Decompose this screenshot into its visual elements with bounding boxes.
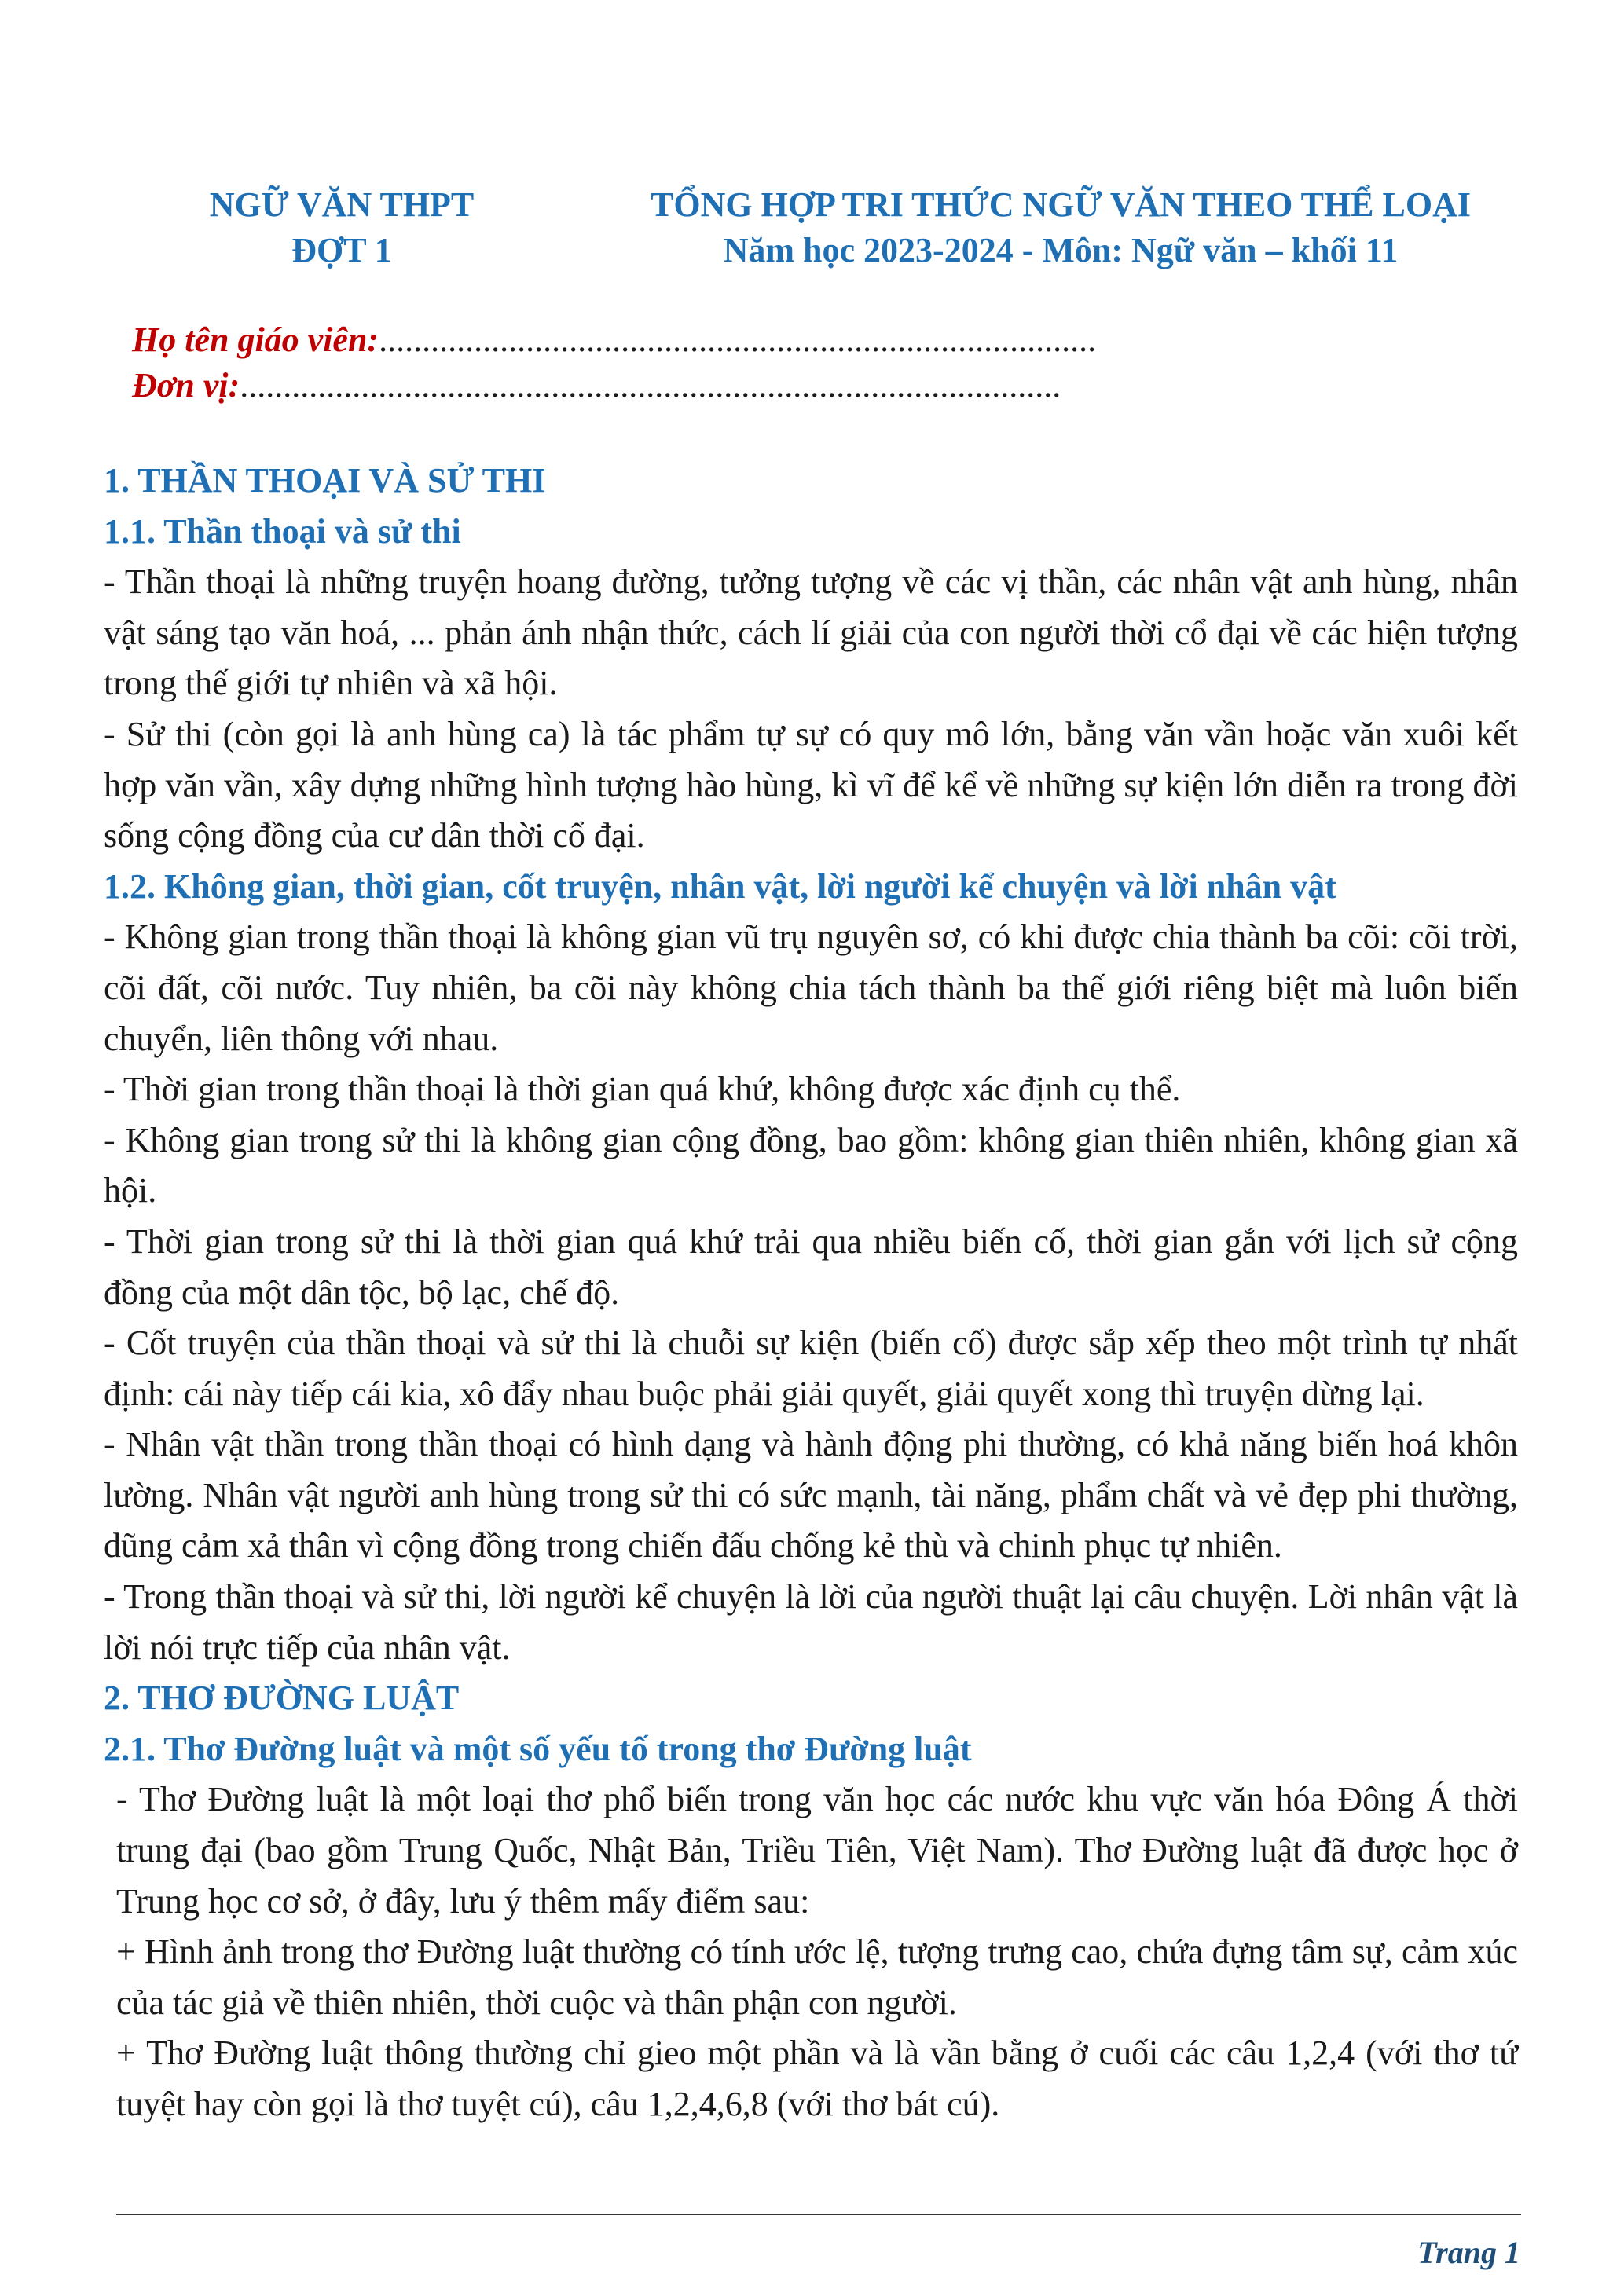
paragraph: - Cốt truyện của thần thoại và sử thi là chuỗi sự kiện (biến cố) được sắp xếp theo một trình tự nhất định: cái này tiếp cái kia, xô đẩy nhau buộc phải giải quyết, giải quyết xong thì truyện dừng lại. — [104, 1324, 1518, 1413]
header-subject: NGỮ VĂN THPT — [209, 185, 475, 224]
header-right — [550, 182, 1571, 273]
subsection-heading-2-1: 2.1. Thơ Đường luật và một số yếu tố trong thơ Đường luật — [104, 1729, 972, 1768]
footer-divider — [116, 2214, 1521, 2215]
paragraph: - Thời gian trong thần thoại là thời gian quá khứ, không được xác định cụ thể. — [104, 1070, 1181, 1109]
subsection-heading-1-1: 1.1. Thần thoại và sử thi — [104, 511, 461, 551]
subsection-heading-1-2: 1.2. Không gian, thời gian, cốt truyện, nhân vật, lời người kể chuyện và lời nhân vật — [104, 866, 1336, 906]
teacher-unit-label: Đơn vị: — [132, 366, 240, 405]
section-heading-1: 1. THẦN THOẠI VÀ SỬ THI — [104, 461, 546, 500]
section-heading-2: 2. THƠ ĐƯỜNG LUẬT — [104, 1679, 460, 1718]
teacher-info — [132, 317, 1096, 408]
header-round: ĐỢT 1 — [291, 231, 392, 269]
document-body — [104, 456, 1518, 2130]
paragraph: - Thần thoại là những truyện hoang đường, tưởng tượng về các vị thần, các nhân vật anh hùng, nhân vật sáng tạo văn hoá, ... phản ánh nhận thức, cách lí giải của con người thời cổ đại về các hiện tượng trong thế giới tự nhiên và xã hội. — [104, 562, 1518, 703]
document-title: TỔNG HỢP TRI THỨC NGỮ VĂN THEO THỂ LOẠI — [651, 185, 1471, 224]
paragraph: + Thơ Đường luật thông thường chỉ gieo một phần và là vần bằng ở cuối các câu 1,2,4 (với thơ tứ tuyệt hay còn gọi là thơ tuyệt cú), câu 1,2,4,6,8 (với thơ bát cú). — [116, 2034, 1518, 2123]
document-subtitle: Năm học 2023-2024 - Môn: Ngữ văn – khối 11 — [723, 231, 1399, 269]
teacher-name-blank: ................................................................................... — [379, 320, 1097, 359]
paragraph: - Không gian trong thần thoại là không gian vũ trụ nguyên sơ, có khi được chia thành ba cõi: cõi trời, cõi đất, cõi nước. Tuy nhiên, ba cõi này không chia tách thành ba thế giới riêng biệt mà luôn biến chuyển, liên thông với nhau. — [104, 917, 1518, 1058]
page-number: Trang 1 — [1417, 2235, 1520, 2270]
paragraph: - Sử thi (còn gọi là anh hùng ca) là tác phẩm tự sự có quy mô lớn, bằng văn vần hoặc văn xuôi kết hợp văn vần, xây dựng những hình tượng hào hùng, kì vĩ để kể về những sự kiện lớn diễn ra trong đời sống cộng đồng của cư dân thời cổ đại. — [104, 714, 1518, 855]
paragraph: - Thơ Đường luật là một loại thơ phổ biến trong văn học các nước khu vực văn hóa Đông Á thời trung đại (bao gồm Trung Quốc, Nhật Bản, Triều Tiên, Việt Nam). Thơ Đường luật đã được học ở Trung học cơ sở, ở đây, lưu ý thêm mấy điểm sau: — [116, 1780, 1518, 1921]
header-left — [137, 182, 546, 273]
teacher-name-label: Họ tên giáo viên: — [132, 320, 379, 359]
teacher-unit-line — [132, 363, 1096, 408]
paragraph: - Trong thần thoại và sử thi, lời người kể chuyện là lời của người thuật lại câu chuyện. Lời nhân vật là lời nói trực tiếp của nhân vật. — [104, 1577, 1518, 1667]
paragraph: + Hình ảnh trong thơ Đường luật thường có tính ước lệ, tượng trưng cao, chứa đựng tâm sự, cảm xúc của tác giả về thiên nhiên, thời cuộc và thân phận con người. — [116, 1932, 1518, 2022]
paragraph: - Nhân vật thần trong thần thoại có hình dạng và hành động phi thường, có khả năng biến hoá khôn lường. Nhân vật người anh hùng trong sử thi có sức mạnh, tài năng, phẩm chất và vẻ đẹp phi thường, dũng cảm xả thân vì cộng đồng trong chiến đấu chống kẻ thù và chinh phục tự nhiên. — [104, 1425, 1518, 1565]
paragraph: - Thời gian trong sử thi là thời gian quá khứ trải qua nhiều biến cố, thời gian gắn với lịch sử cộng đồng của một dân tộc, bộ lạc, chế độ. — [104, 1221, 1518, 1312]
paragraph: - Không gian trong sử thi là không gian cộng đồng, bao gồm: không gian thiên nhiên, không gian xã hội. — [104, 1120, 1518, 1210]
teacher-name-line — [132, 317, 1096, 363]
teacher-unit-blank: ............................................................................................... — [240, 366, 1061, 405]
